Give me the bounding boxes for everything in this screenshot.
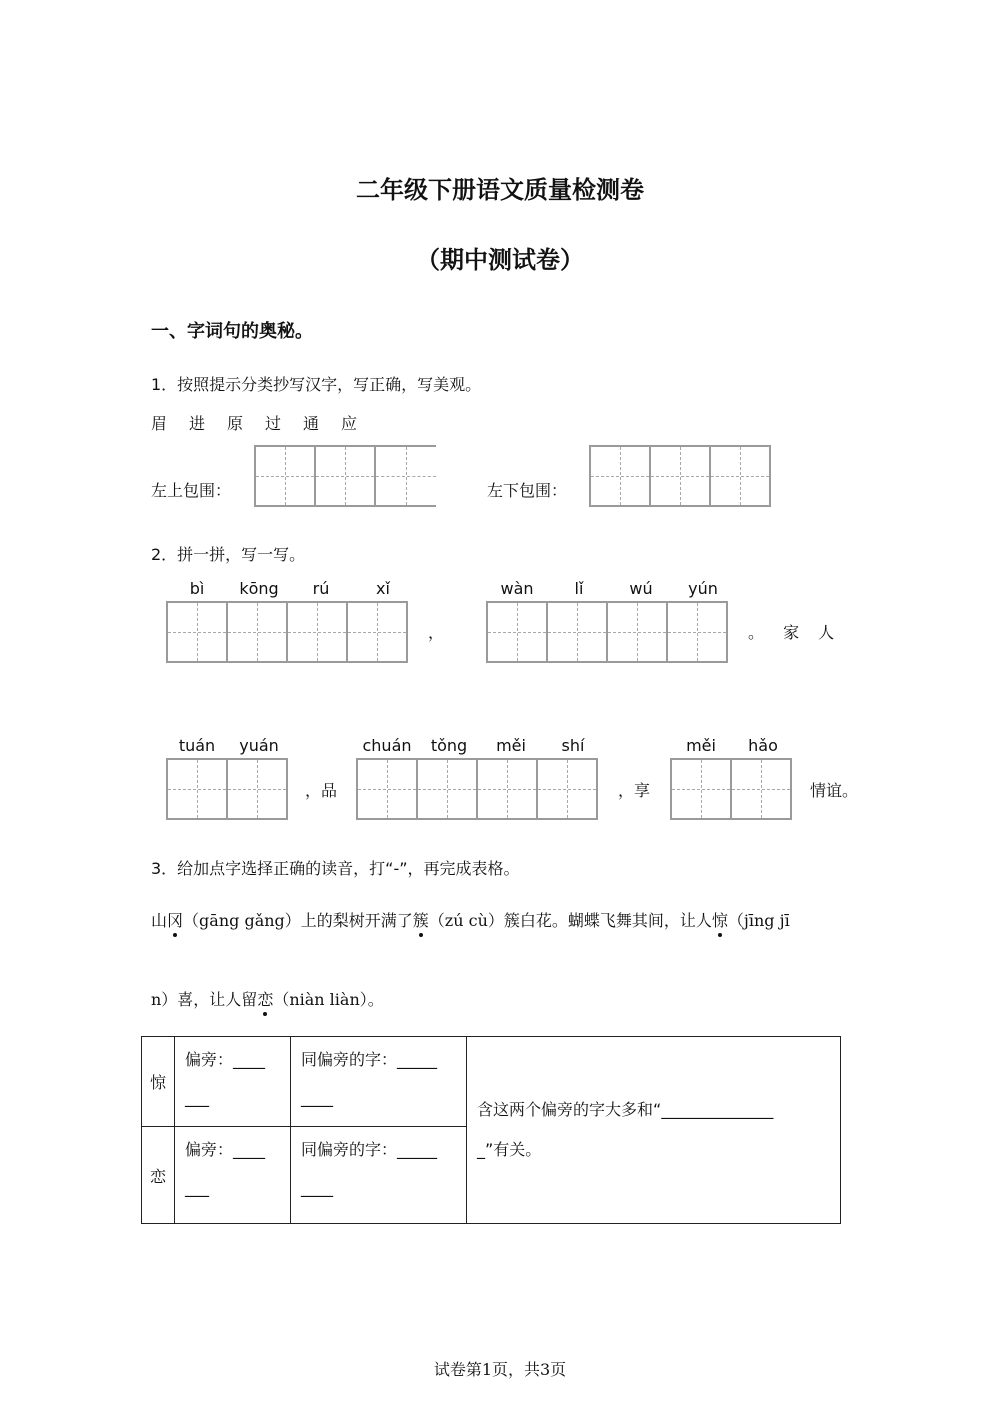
passage-text: （jīng jī [727, 911, 790, 930]
q2-row1-grid1[interactable] [166, 601, 408, 663]
sentence-connector: ，享 [618, 781, 651, 800]
writing-cell[interactable] [416, 758, 478, 820]
section-heading: 一、字词句的奥秘。 [151, 321, 313, 342]
writing-cell[interactable] [666, 601, 728, 663]
q1-prompt: 1．按照提示分类抄写汉字，写正确，写美观。 [151, 375, 482, 394]
passage-text: 山 [151, 911, 168, 930]
pinyin-label: tuán [178, 736, 216, 755]
passage-text: （niàn liàn）。 [273, 990, 384, 1009]
q1-char: 眉 [151, 414, 168, 433]
pinyin-label: yún [688, 579, 718, 598]
q1-label-left: 左上包围： [151, 481, 232, 500]
same-radical-cell[interactable] [291, 1037, 467, 1127]
writing-cell[interactable] [709, 445, 771, 507]
pinyin-label: rú [312, 579, 330, 598]
radical-label: 偏旁： [185, 1050, 234, 1069]
page-footer: 试卷第1页，共3页 [433, 1360, 567, 1379]
q1-char: 应 [341, 414, 358, 433]
q2-row1-grid2[interactable] [486, 601, 728, 663]
page-subtitle: （期中测试卷） [416, 246, 584, 274]
writing-cell[interactable] [536, 758, 598, 820]
dotted-char: 恋 [257, 987, 273, 1010]
q1-label-right: 左下包围： [487, 481, 568, 500]
writing-cell[interactable] [649, 445, 711, 507]
answer-blank[interactable]: ______________ [661, 1100, 774, 1119]
writing-cell[interactable] [226, 601, 288, 663]
q1-char: 原 [227, 414, 244, 433]
q3-prompt-before: 3．给加点字选择正确的读音，打“ [151, 859, 394, 878]
writing-cell[interactable] [606, 601, 668, 663]
punctuation: ， [428, 623, 445, 642]
q1-char: 过 [265, 414, 282, 433]
q1-char: 进 [189, 414, 206, 433]
table-char-cell: 惊 [142, 1037, 175, 1127]
q1-grid-left[interactable] [254, 445, 436, 507]
passage-text: （gāng gǎng）上的梨树开满了 [183, 911, 413, 930]
conclusion-text: ”有关。 [485, 1140, 542, 1159]
answer-blank[interactable]: ____ [233, 1050, 266, 1069]
answer-blank[interactable]: ____ [301, 1088, 334, 1107]
radical-cell[interactable] [175, 1037, 291, 1127]
writing-cell[interactable] [314, 445, 376, 507]
dotted-char: 惊 [712, 908, 728, 931]
radical-label: 偏旁： [185, 1140, 234, 1160]
conclusion-cell[interactable] [467, 1037, 841, 1224]
writing-cell[interactable] [476, 758, 538, 820]
writing-cell[interactable] [670, 758, 732, 820]
pinyin-label: hǎo [748, 736, 778, 755]
answer-blank[interactable]: ___ [185, 1088, 210, 1107]
page-title: 二年级下册语文质量检测卷 [356, 176, 644, 204]
writing-cell[interactable] [166, 758, 228, 820]
pinyin-label: bì [189, 579, 205, 598]
q3-prompt [151, 856, 520, 879]
pinyin-label: kōng [239, 579, 279, 598]
writing-cell[interactable] [730, 758, 792, 820]
conclusion-text: 含这两个偏旁的字大多和“ [477, 1100, 662, 1119]
pinyin-label: wàn [500, 579, 534, 598]
answer-blank[interactable]: _ [477, 1140, 486, 1159]
writing-cell[interactable] [286, 601, 348, 663]
q2-row2-grid1[interactable] [166, 758, 288, 820]
q3-passage-line1 [151, 908, 790, 931]
writing-cell[interactable] [346, 601, 408, 663]
writing-cell[interactable] [166, 601, 228, 663]
q3-prompt-mark: - [393, 859, 400, 878]
writing-cell[interactable] [374, 445, 436, 507]
radical-cell[interactable] [175, 1127, 291, 1224]
writing-cell[interactable] [546, 601, 608, 663]
q2-row2-grid3[interactable] [670, 758, 792, 820]
writing-cell[interactable] [486, 601, 548, 663]
pinyin-label: měi [686, 736, 716, 755]
pinyin-label: měi [496, 736, 526, 755]
q1-grid-right[interactable] [589, 445, 771, 507]
answer-blank[interactable]: ____ [233, 1140, 266, 1160]
pinyin-label: xǐ [376, 579, 390, 598]
pinyin-label: yuán [239, 736, 279, 755]
dotted-char: 冈 [167, 908, 183, 931]
same-radical-label: 同偏旁的字： [301, 1140, 398, 1160]
table-char-cell: 恋 [142, 1127, 175, 1224]
pinyin-label: shí [561, 736, 585, 755]
q3-table [141, 1036, 841, 1224]
pinyin-label: tǒng [430, 736, 468, 755]
passage-text: n）喜，让人留 [151, 990, 258, 1009]
same-radical-cell[interactable] [291, 1127, 467, 1224]
q3-passage-line2 [151, 987, 384, 1010]
pinyin-label: wú [629, 579, 653, 598]
writing-cell[interactable] [226, 758, 288, 820]
answer-blank[interactable]: ___ [185, 1178, 210, 1198]
answer-blank[interactable]: ____ [301, 1178, 334, 1198]
q3-prompt-after: ”，再完成表格。 [399, 859, 520, 878]
sentence-tail: 。 家 人 [748, 623, 835, 642]
passage-text: （zú cù）簇白花。蝴蝶飞舞其间，让人 [428, 911, 712, 930]
writing-cell[interactable] [254, 445, 316, 507]
writing-cell[interactable] [589, 445, 651, 507]
answer-blank[interactable]: _____ [397, 1050, 438, 1069]
dotted-char: 簇 [413, 908, 429, 931]
pinyin-label: lǐ [574, 579, 584, 598]
sentence-connector: ，品 [305, 781, 338, 800]
writing-cell[interactable] [356, 758, 418, 820]
same-radical-label: 同偏旁的字： [301, 1050, 398, 1069]
q2-row2-grid2[interactable] [356, 758, 598, 820]
answer-blank[interactable]: _____ [397, 1140, 438, 1160]
sentence-tail: 情谊。 [810, 781, 859, 800]
pinyin-label: chuán [362, 736, 412, 755]
q1-char: 通 [303, 414, 320, 433]
q2-prompt: 2．拼一拼，写一写。 [151, 545, 306, 564]
